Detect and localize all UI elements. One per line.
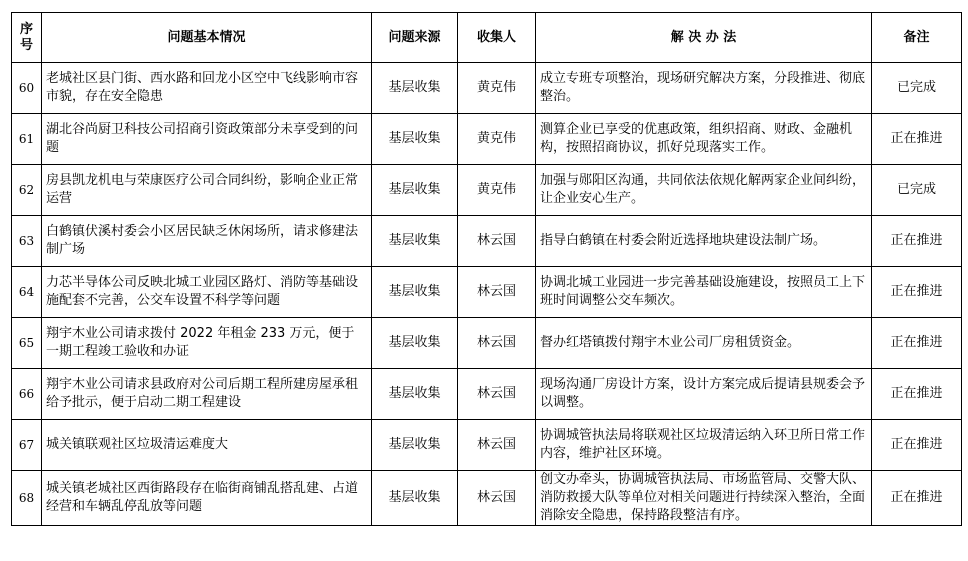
table-row [12, 216, 962, 267]
cell-problem: 房县凯龙机电与荣康医疗公司合同纠纷，影响企业正常运营 [42, 165, 372, 216]
header-source: 问题来源 [372, 13, 458, 63]
cell-remark: 正在推进 [872, 267, 962, 318]
cell-collector: 林云国 [458, 216, 536, 267]
table-row [12, 471, 962, 526]
cell-collector: 林云国 [458, 471, 536, 526]
table-header-row [12, 13, 962, 63]
cell-seq: 62 [12, 165, 42, 216]
table-row [12, 63, 962, 114]
cell-collector: 黄克伟 [458, 114, 536, 165]
cell-source: 基层收集 [372, 471, 458, 526]
cell-problem: 老城社区县门街、西水路和回龙小区空中飞线影响市容市貌，存在安全隐患 [42, 63, 372, 114]
cell-collector: 林云国 [458, 369, 536, 420]
cell-seq: 65 [12, 318, 42, 369]
cell-remark: 正在推进 [872, 420, 962, 471]
cell-source: 基层收集 [372, 63, 458, 114]
table-row [12, 165, 962, 216]
cell-remark: 正在推进 [872, 216, 962, 267]
cell-solution: 协调北城工业园进一步完善基础设施建设，按照员工上下班时间调整公交车频次。 [536, 267, 872, 318]
cell-collector: 林云国 [458, 318, 536, 369]
cell-problem: 城关镇老城社区西街路段存在临街商铺乱搭乱建、占道经营和车辆乱停乱放等问题 [42, 471, 372, 526]
cell-seq: 68 [12, 471, 42, 526]
cell-solution: 创文办牵头，协调城管执法局、市场监管局、交警大队、消防救援大队等单位对相关问题进行持续深入整治，全面消除安全隐患，保持路段整洁有序。 [536, 471, 872, 526]
cell-collector: 林云国 [458, 267, 536, 318]
header-problem: 问题基本情况 [42, 13, 372, 63]
cell-seq: 64 [12, 267, 42, 318]
cell-remark: 正在推进 [872, 369, 962, 420]
table-row [12, 369, 962, 420]
cell-solution: 指导白鹤镇在村委会附近选择地块建设法制广场。 [536, 216, 872, 267]
cell-solution: 加强与郧阳区沟通，共同依法依规化解两家企业间纠纷，让企业安心生产。 [536, 165, 872, 216]
header-collector: 收集人 [458, 13, 536, 63]
cell-source: 基层收集 [372, 369, 458, 420]
cell-problem: 力芯半导体公司反映北城工业园区路灯、消防等基础设施配套不完善，公交车设置不科学等问题 [42, 267, 372, 318]
table-row [12, 267, 962, 318]
cell-solution: 现场沟通厂房设计方案，设计方案完成后提请县规委会予以调整。 [536, 369, 872, 420]
cell-solution: 测算企业已享受的优惠政策，组织招商、财政、金融机构，按照招商协议，抓好兑现落实工作。 [536, 114, 872, 165]
cell-collector: 黄克伟 [458, 165, 536, 216]
cell-seq: 60 [12, 63, 42, 114]
cell-collector: 黄克伟 [458, 63, 536, 114]
header-seq: 序号 [12, 13, 42, 63]
cell-source: 基层收集 [372, 216, 458, 267]
cell-source: 基层收集 [372, 318, 458, 369]
cell-remark: 已完成 [872, 63, 962, 114]
cell-remark: 正在推进 [872, 471, 962, 526]
cell-seq: 61 [12, 114, 42, 165]
cell-source: 基层收集 [372, 165, 458, 216]
table-row [12, 420, 962, 471]
cell-solution: 督办红塔镇拨付翔宇木业公司厂房租赁资金。 [536, 318, 872, 369]
cell-remark: 正在推进 [872, 318, 962, 369]
cell-seq: 67 [12, 420, 42, 471]
header-remark: 备注 [872, 13, 962, 63]
cell-problem: 翔宇木业公司请求县政府对公司后期工程所建房屋承租给予批示，便于启动二期工程建设 [42, 369, 372, 420]
cell-solution: 成立专班专项整治，现场研究解决方案，分段推进、彻底整治。 [536, 63, 872, 114]
issues-table [11, 12, 962, 526]
table-row [12, 114, 962, 165]
cell-source: 基层收集 [372, 114, 458, 165]
cell-seq: 66 [12, 369, 42, 420]
cell-remark: 正在推进 [872, 114, 962, 165]
cell-source: 基层收集 [372, 267, 458, 318]
cell-source: 基层收集 [372, 420, 458, 471]
cell-problem: 白鹤镇伏溪村委会小区居民缺乏休闲场所，请求修建法制广场 [42, 216, 372, 267]
table-row [12, 318, 962, 369]
cell-problem: 城关镇联观社区垃圾清运难度大 [42, 420, 372, 471]
cell-problem: 翔宇木业公司请求拨付 2022 年租金 233 万元，便于一期工程竣工验收和办证 [42, 318, 372, 369]
header-solution: 解 决 办 法 [536, 13, 872, 63]
cell-collector: 林云国 [458, 420, 536, 471]
cell-solution: 协调城管执法局将联观社区垃圾清运纳入环卫所日常工作内容，维护社区环境。 [536, 420, 872, 471]
cell-remark: 已完成 [872, 165, 962, 216]
cell-problem: 湖北谷尚厨卫科技公司招商引资政策部分未享受到的问题 [42, 114, 372, 165]
cell-seq: 63 [12, 216, 42, 267]
